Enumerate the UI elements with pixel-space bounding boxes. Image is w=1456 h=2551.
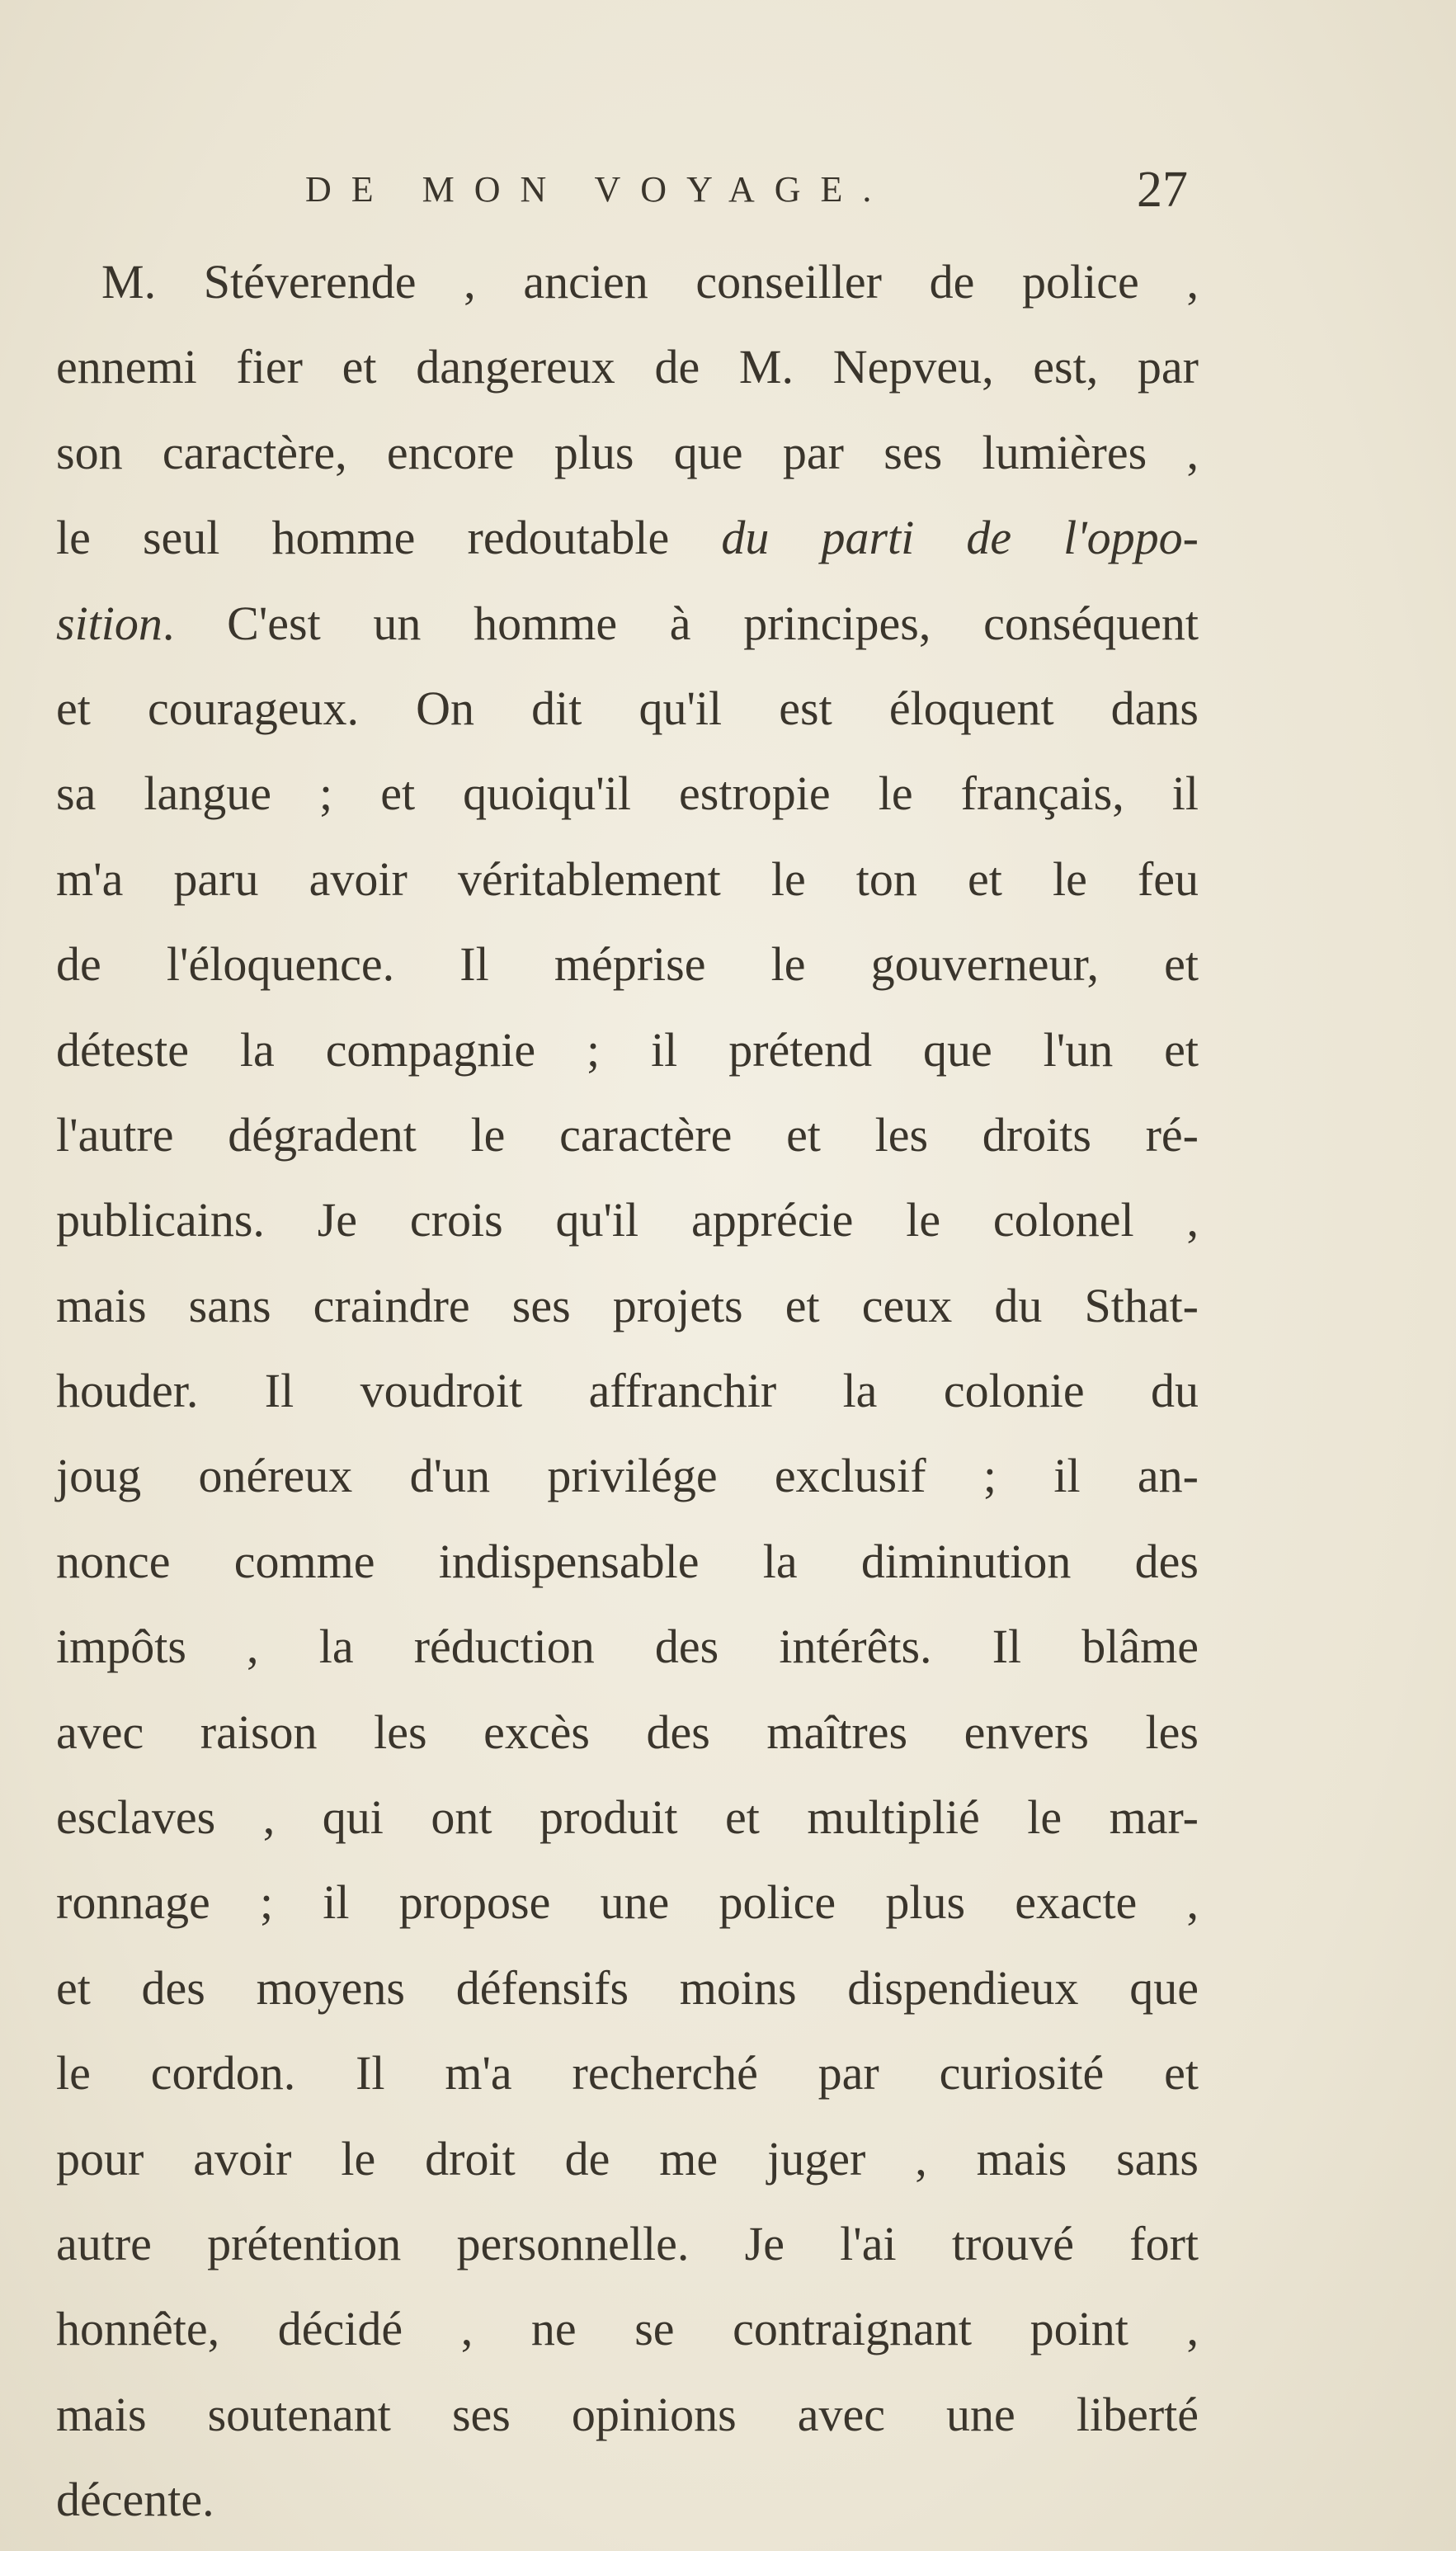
italic-phrase: sition	[56, 596, 163, 650]
text-line: joug onéreux d'un privilége exclusif ; il an-	[56, 1449, 1199, 1503]
italic-phrase: du parti de l'oppo-	[721, 511, 1199, 565]
text-line: honnête, décidé , ne se contraignant point ,	[56, 2302, 1199, 2356]
text-line: houder. Il voudroit affranchir la colonie du	[56, 1364, 1199, 1418]
text-line: mais sans craindre ses projets et ceux du Sthat-	[56, 1278, 1199, 1332]
text-line: ennemi fier et dangereux de M. Nepveu, est, par	[56, 340, 1199, 394]
text-line: et des moyens défensifs moins dispendieux que	[56, 1960, 1199, 2015]
text-line: autre prétention personnelle. Je l'ai trouvé fort	[56, 2216, 1199, 2270]
running-head: DE MON VOYAGE.	[305, 169, 892, 210]
text-segment: le seul homme redoutable	[56, 511, 722, 565]
text-line: son caractère, encore plus que par ses lumières ,	[56, 425, 1199, 479]
text-line: et courageux. On dit qu'il est éloquent dans	[56, 681, 1199, 735]
text-line: avec raison les excès des maîtres envers les	[56, 1705, 1199, 1759]
text-line: publicains. Je crois qu'il apprécie le colonel ,	[56, 1193, 1199, 1247]
body-text	[56, 239, 1199, 2543]
text-line: de l'éloquence. Il méprise le gouverneur, et	[56, 937, 1199, 992]
text-line: sa langue ; et quoiqu'il estropie le français, il	[56, 766, 1199, 821]
text-line: ronnage ; il propose une police plus exacte ,	[56, 1875, 1199, 1930]
text-line: M. Stéverende , ancien conseiller de police ,	[101, 255, 1199, 309]
page-header	[0, 157, 1456, 223]
text-line: nonce comme indispensable la diminution des	[56, 1534, 1199, 1588]
text-line: m'a paru avoir véritablement le ton et le feu	[56, 851, 1199, 906]
text-line: l'autre dégradent le caractère et les droits ré-	[56, 1107, 1199, 1162]
text-line: pour avoir le droit de me juger , mais sans	[56, 2131, 1199, 2186]
text-line: mais soutenant ses opinions avec une liberté	[56, 2387, 1199, 2441]
text-line: déteste la compagnie ; il prétend que l'un et	[56, 1022, 1199, 1077]
text-line	[56, 495, 1199, 580]
text-line	[56, 581, 1199, 666]
text-line: le cordon. Il m'a recherché par curiosité et	[56, 2046, 1199, 2101]
page-number: 27	[1137, 162, 1188, 218]
text-line: esclaves , qui ont produit et multiplié le mar-	[56, 1790, 1199, 1845]
text-segment: . C'est un homme à principes, conséquent	[162, 596, 1199, 650]
text-line: impôts , la réduction des intérêts. Il blâme	[56, 1620, 1199, 1674]
text-line: décente.	[56, 2473, 214, 2527]
